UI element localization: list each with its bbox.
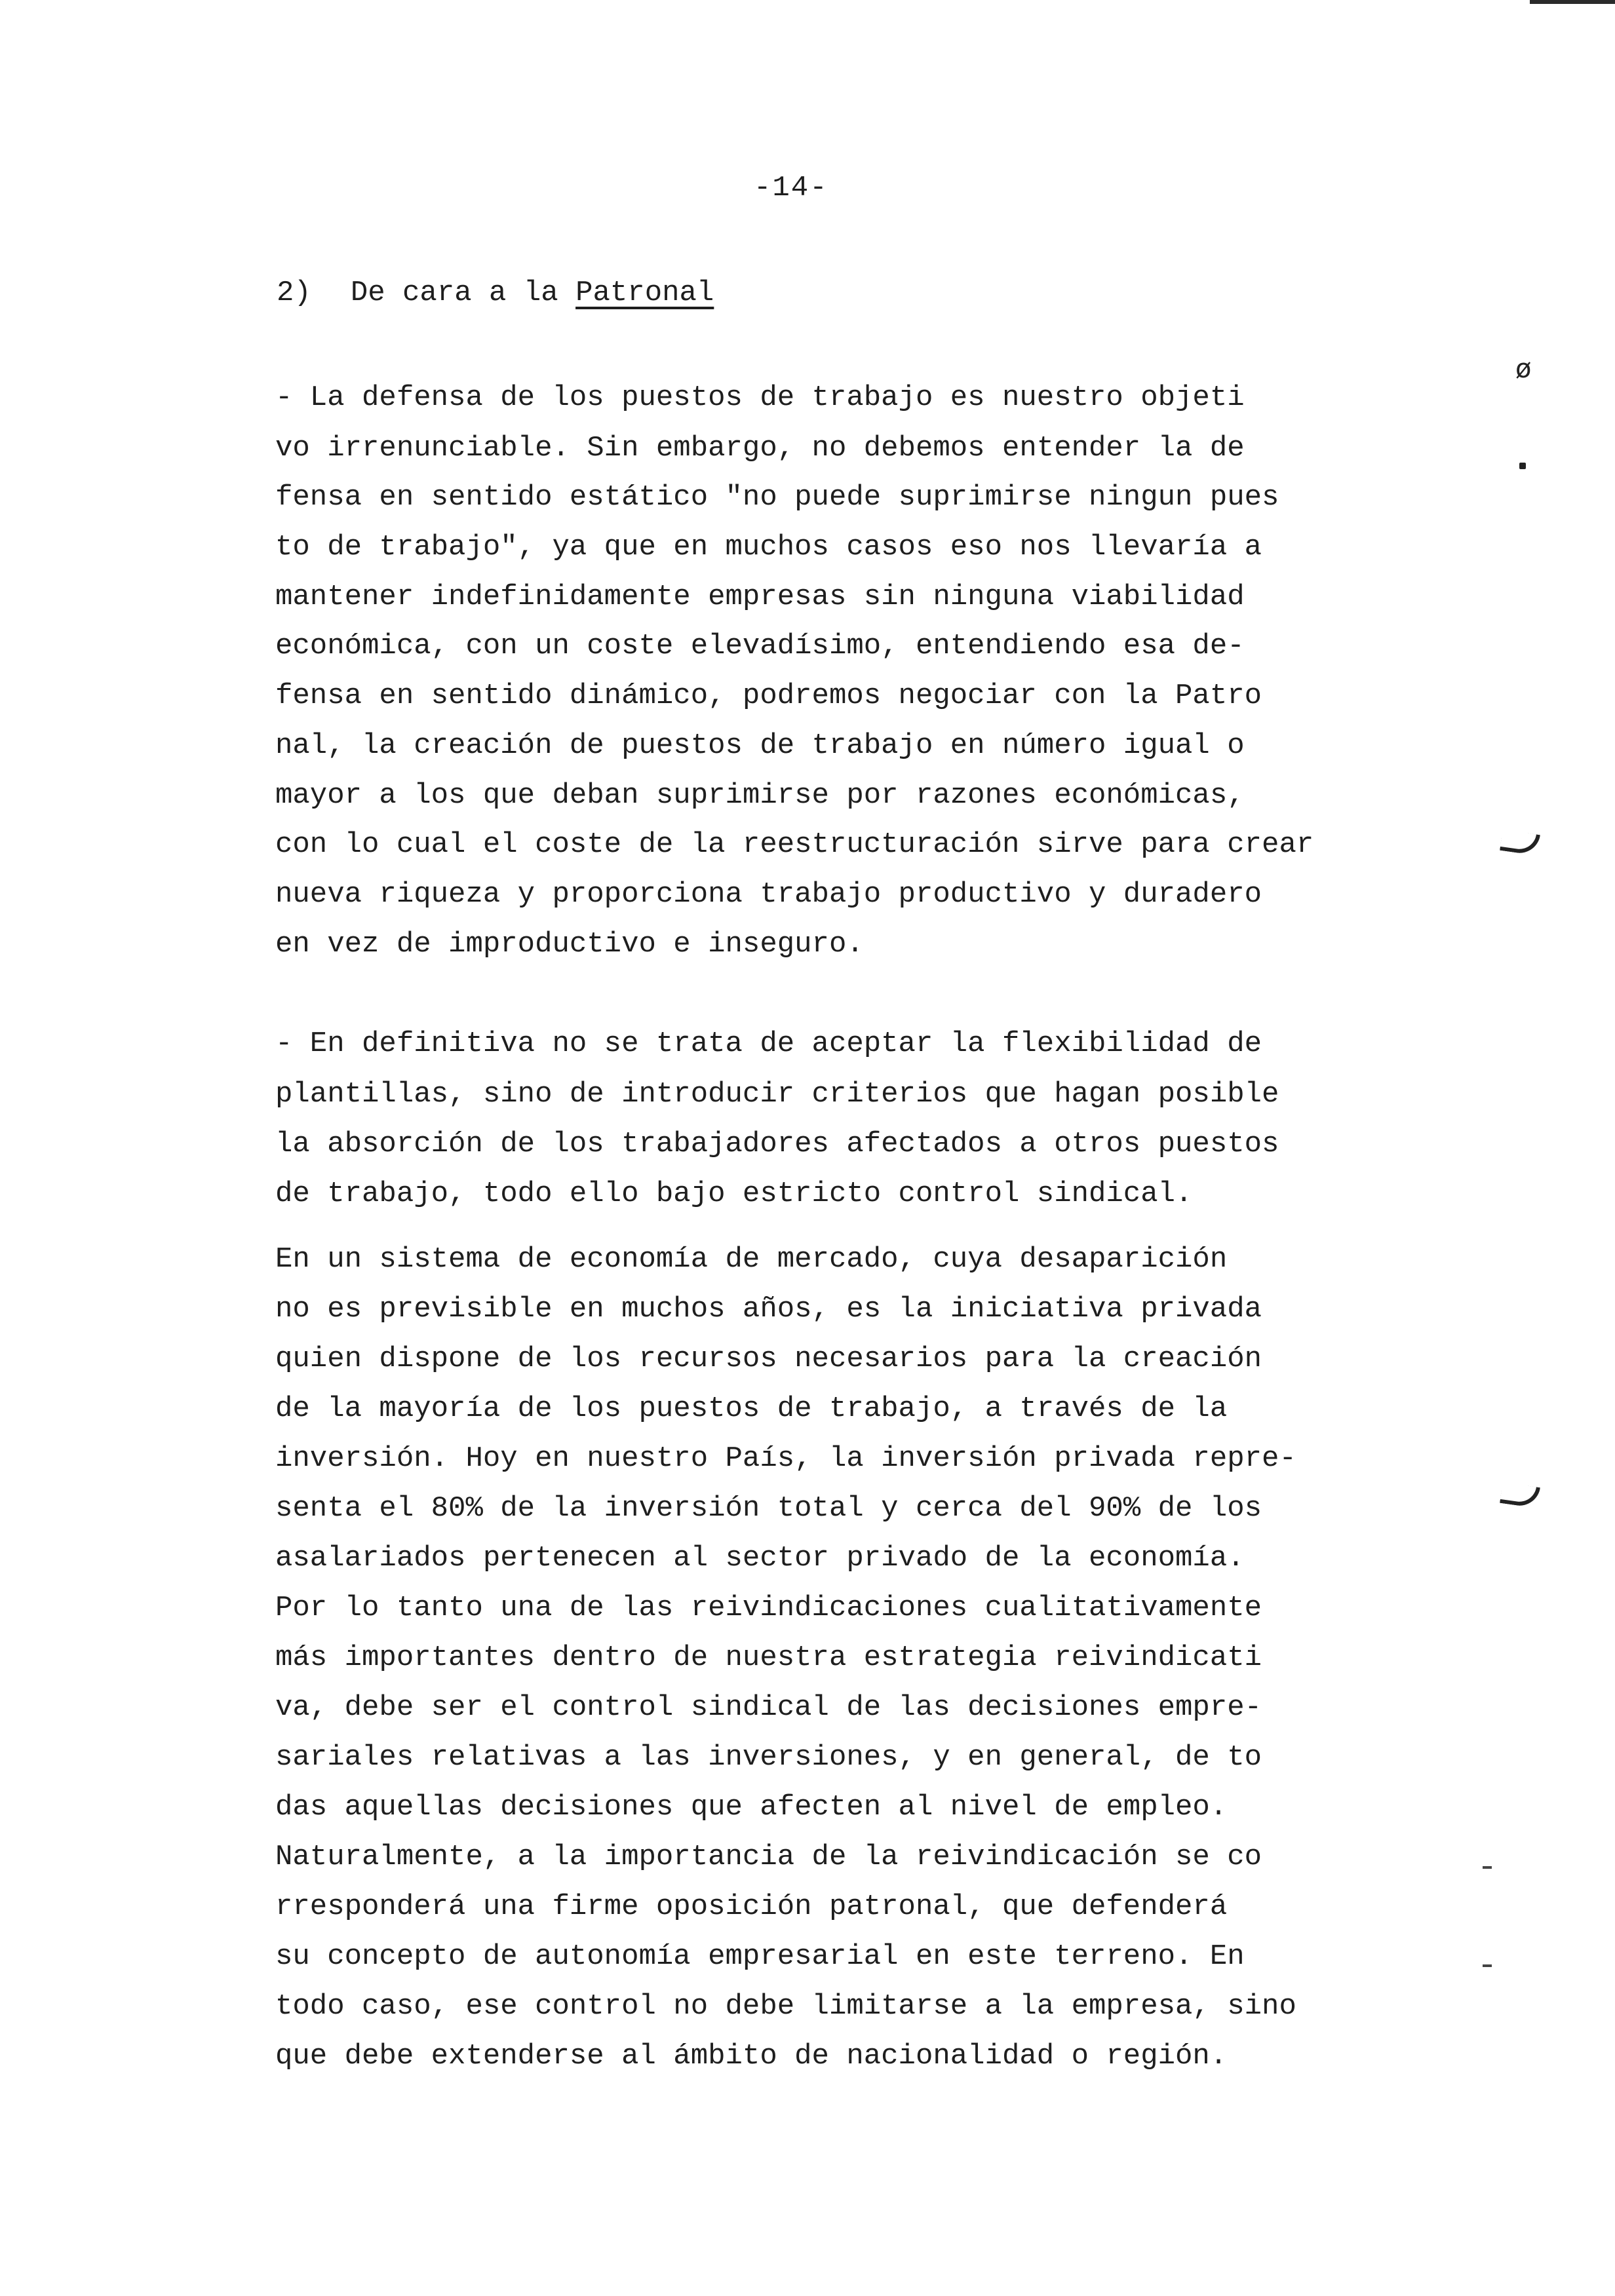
margin-mark-dash-2 bbox=[1483, 1964, 1492, 1967]
p1-line-11: nueva riqueza y proporciona trabajo productivo y duradero bbox=[275, 878, 1262, 911]
p1-line-7: fensa en sentido dinámico, podremos negociar con la Patro bbox=[275, 679, 1262, 712]
p3-line-17: que debe extenderse al ámbito de nacionalidad o región. bbox=[275, 2040, 1228, 2073]
top-edge-rule bbox=[1530, 0, 1615, 4]
p3-line-13: Naturalmente, a la importancia de la reivindicación se co bbox=[275, 1841, 1262, 1873]
p3-line-2: no es previsible en muchos años, es la iniciativa privada bbox=[275, 1293, 1262, 1326]
p3-line-14: rresponderá una firme oposición patronal, que defenderá bbox=[275, 1890, 1228, 1923]
p3-line-9: más importantes dentro de nuestra estrategia reivindicati bbox=[275, 1641, 1262, 1674]
margin-mark-curve-1 bbox=[1500, 830, 1540, 856]
page-number: -14- bbox=[754, 172, 828, 204]
section-heading-underlined: Patronal bbox=[575, 277, 714, 309]
p1-line-5: mantener indefinidamente empresas sin ninguna viabilidad bbox=[275, 581, 1245, 613]
p1-line-6: económica, con un coste elevadísimo, entendiendo esa de- bbox=[275, 630, 1245, 662]
p3-line-3: quien dispone de los recursos necesarios para la creación bbox=[275, 1343, 1262, 1375]
margin-mark-curve-2 bbox=[1500, 1482, 1540, 1508]
p3-line-10: va, debe ser el control sindical de las decisiones empre- bbox=[275, 1691, 1262, 1724]
p1-line-9: mayor a los que deban suprimirse por razones económicas, bbox=[275, 779, 1245, 812]
p3-line-4: de la mayoría de los puestos de trabajo, a través de la bbox=[275, 1392, 1228, 1425]
p2-line-3: la absorción de los trabajadores afectados a otros puestos bbox=[275, 1128, 1279, 1160]
p2-line-4: de trabajo, todo ello bajo estricto control sindical. bbox=[275, 1177, 1193, 1210]
p3-line-12: das aquellas decisiones que afecten al nivel de empleo. bbox=[275, 1791, 1228, 1824]
p3-line-6: senta el 80% de la inversión total y cerca del 90% de los bbox=[275, 1492, 1262, 1525]
section-number: 2) bbox=[277, 277, 311, 309]
p1-line-3: fensa en sentido estático "no puede suprimirse ningun pues bbox=[275, 481, 1279, 514]
p1-line-1: - La defensa de los puestos de trabajo es nuestro objeti bbox=[275, 381, 1245, 414]
p1-line-2: vo irrenunciable. Sin embargo, no debemos entender la de bbox=[275, 432, 1245, 465]
p3-line-16: todo caso, ese control no debe limitarse a la empresa, sino bbox=[275, 1990, 1296, 2023]
p3-line-8: Por lo tanto una de las reivindicaciones cualitativamente bbox=[275, 1592, 1262, 1624]
p1-line-10: con lo cual el coste de la reestructuración sirve para crear bbox=[275, 828, 1314, 861]
p3-line-1: En un sistema de economía de mercado, cuya desaparición bbox=[275, 1243, 1228, 1276]
p1-line-8: nal, la creación de puestos de trabajo en número igual o bbox=[275, 729, 1245, 762]
p2-line-1: - En definitiva no se trata de aceptar la flexibilidad de bbox=[275, 1027, 1262, 1060]
p3-line-15: su concepto de autonomía empresarial en este terreno. En bbox=[275, 1940, 1245, 1973]
section-heading bbox=[277, 277, 714, 309]
p1-line-12: en vez de improductivo e inseguro. bbox=[275, 928, 864, 961]
p3-line-7: asalariados pertenecen al sector privado de la economía. bbox=[275, 1542, 1245, 1575]
p2-line-2: plantillas, sino de introducir criterios que hagan posible bbox=[275, 1078, 1279, 1111]
margin-mark-dot bbox=[1519, 463, 1526, 469]
p3-line-11: sariales relativas a las inversiones, y en general, de to bbox=[275, 1741, 1262, 1774]
p3-line-5: inversión. Hoy en nuestro País, la inversión privada repre- bbox=[275, 1442, 1296, 1475]
section-heading-prefix: De cara a la bbox=[350, 277, 576, 309]
margin-mark-dash-1 bbox=[1483, 1866, 1492, 1869]
margin-mark-circle: ø bbox=[1515, 354, 1532, 384]
p1-line-4: to de trabajo", ya que en muchos casos eso nos llevaría a bbox=[275, 531, 1262, 564]
